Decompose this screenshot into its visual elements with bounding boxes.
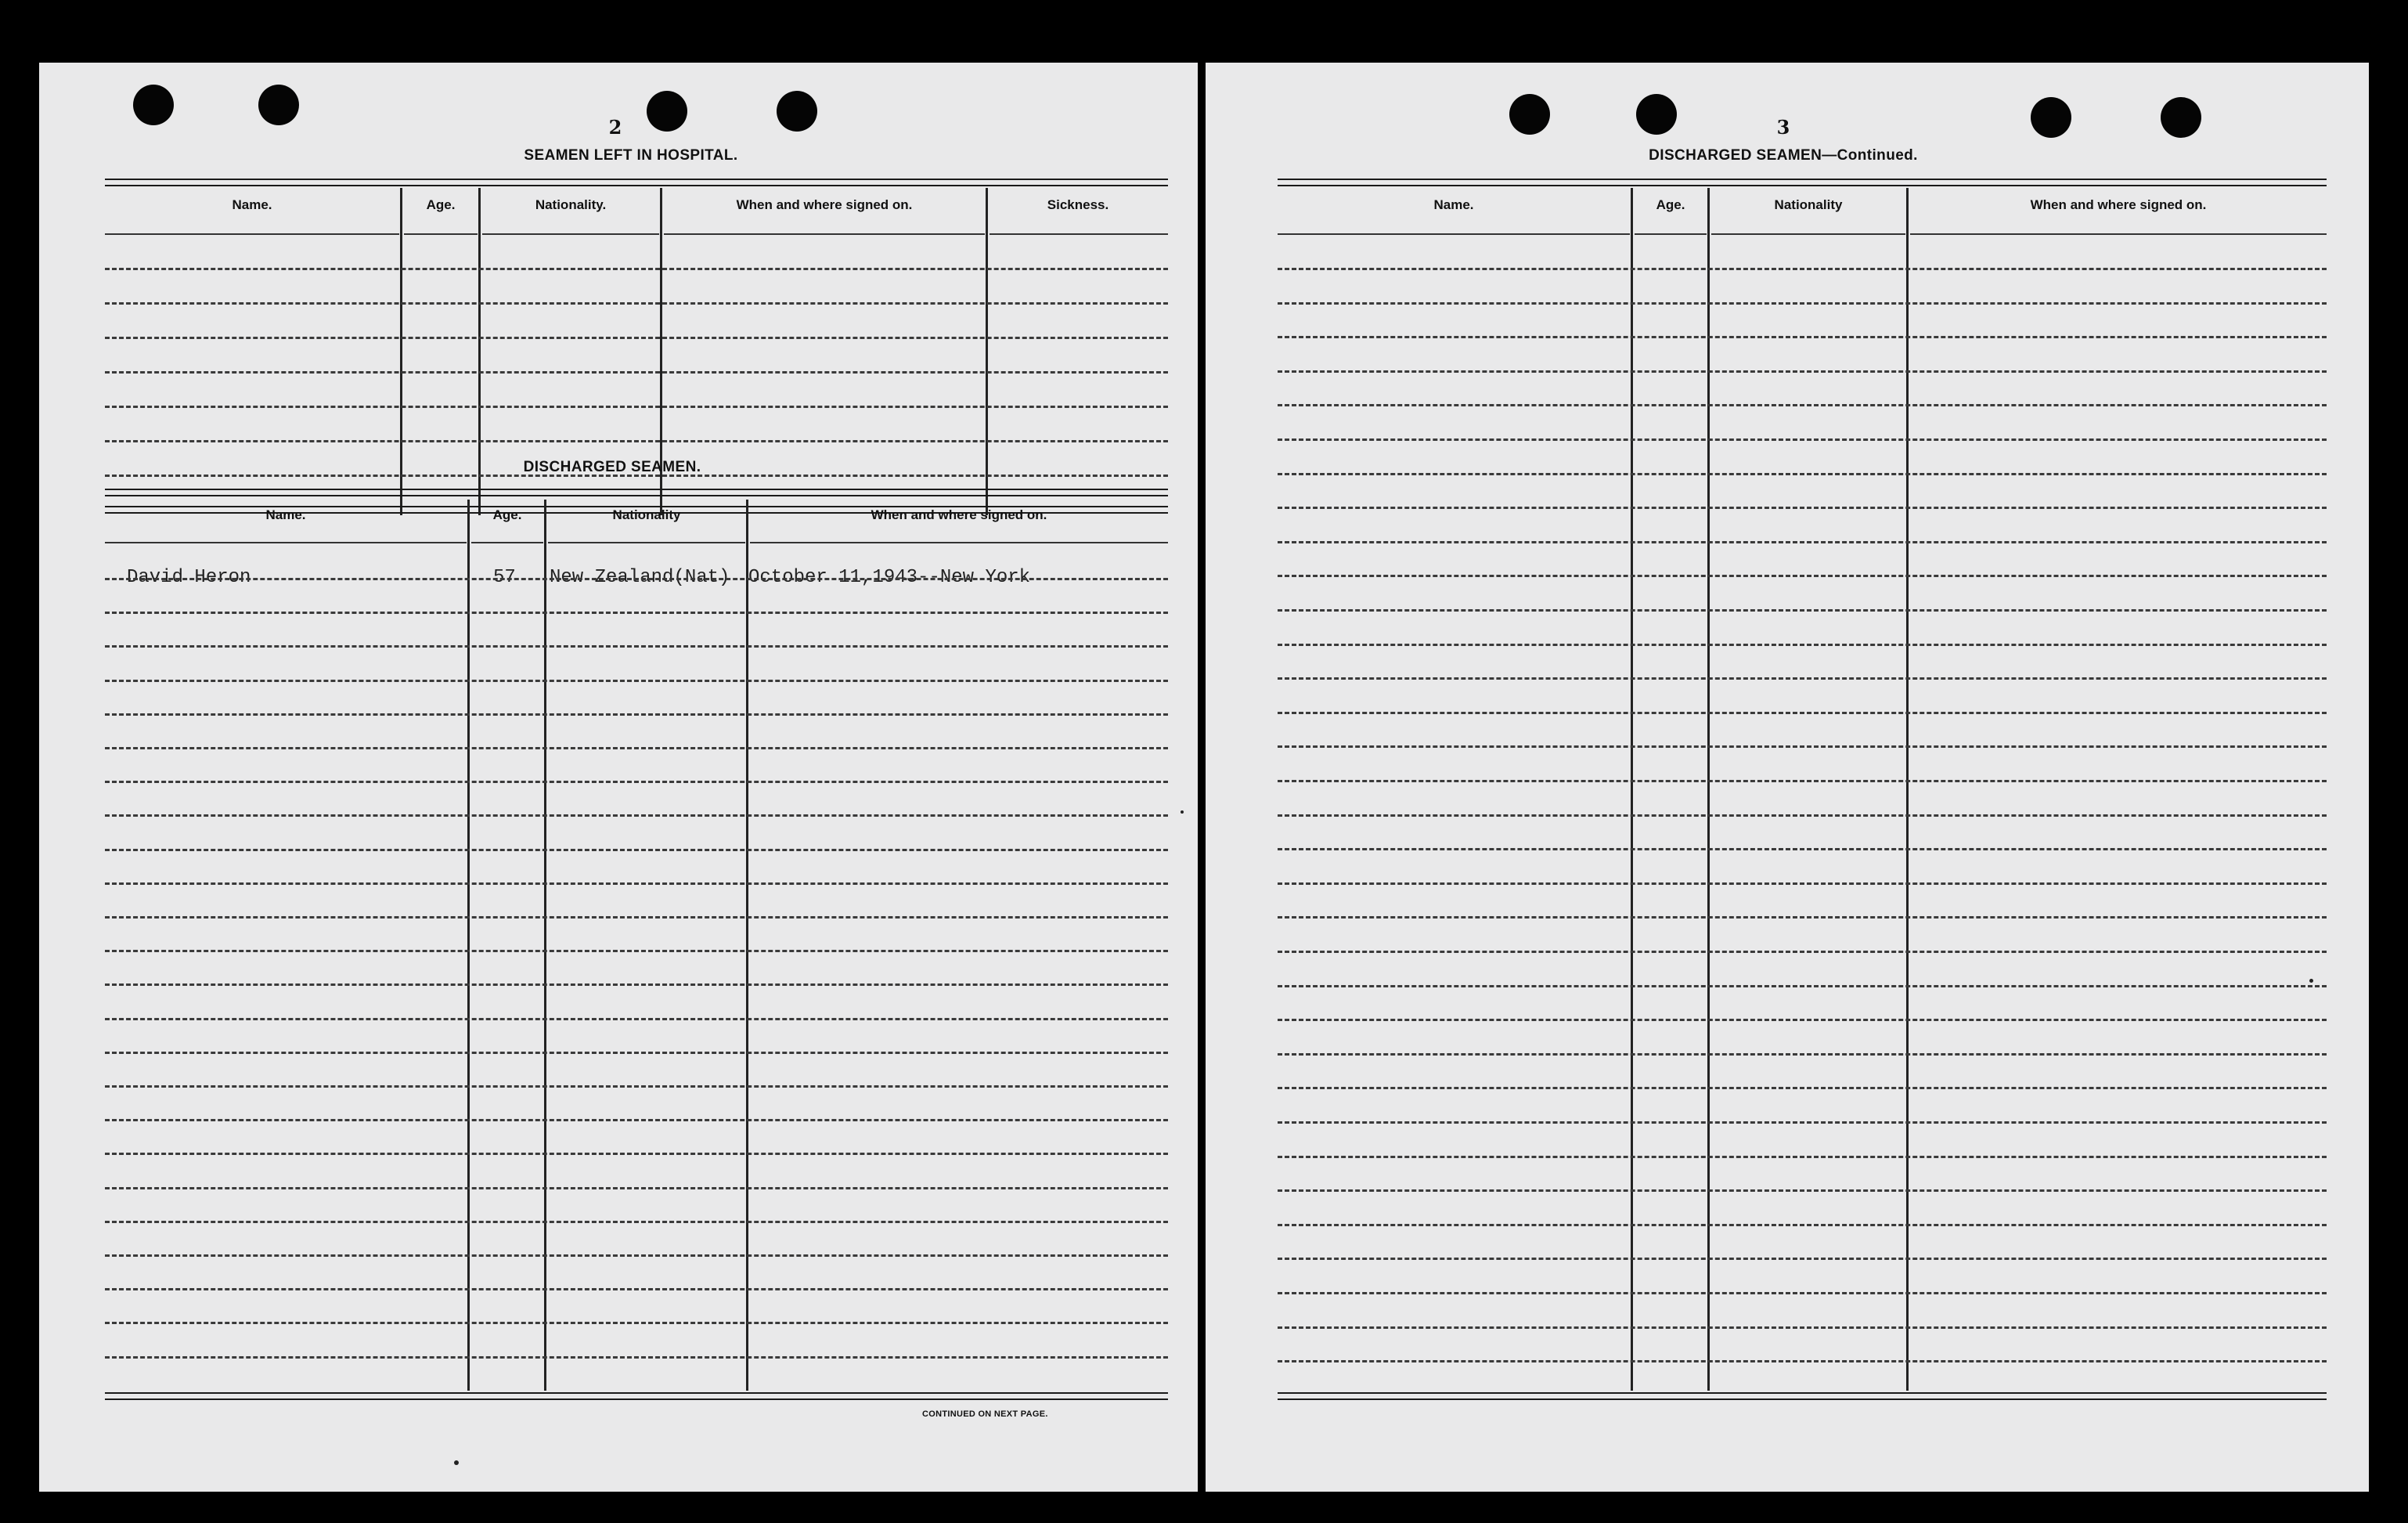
header-underline: [1278, 233, 1630, 235]
column-divider: [467, 500, 470, 1391]
col-header-sickness: Sickness.: [1047, 197, 1109, 212]
entry-line: [1278, 507, 2327, 509]
entry-line: [1278, 1189, 2327, 1192]
entry-line: [1278, 438, 2327, 441]
entry-line: [1278, 745, 2327, 748]
entry-line: [1278, 677, 2327, 680]
punch-hole: [133, 85, 174, 125]
speck: [2309, 979, 2313, 983]
entry-line: [105, 302, 1168, 305]
entry-line: [1278, 575, 2327, 577]
column-divider: [400, 188, 402, 515]
entry-nationality: New Zealand(Nat): [550, 567, 730, 588]
header-underline: [404, 233, 478, 235]
entry-line: [105, 781, 1168, 783]
entry-line: [105, 371, 1168, 374]
entry-line: [105, 950, 1168, 952]
entry-line: [1278, 1360, 2327, 1362]
rule: [105, 185, 1168, 186]
entry-line: [105, 1119, 1168, 1121]
rule: [105, 489, 1168, 490]
right-page: [1206, 63, 2369, 1492]
column-divider: [1631, 188, 1633, 1391]
rule: [105, 495, 1168, 496]
entry-line: [1278, 951, 2327, 953]
entry-line: [1278, 882, 2327, 885]
entry-line: [105, 849, 1168, 851]
column-divider: [544, 500, 546, 1391]
entry-line: [1278, 1224, 2327, 1226]
entry-line: [105, 1018, 1168, 1020]
entry-line: [1278, 644, 2327, 646]
entry-line: [1278, 609, 2327, 612]
entry-line: [105, 1356, 1168, 1359]
entry-line: [1278, 1326, 2327, 1329]
col-header-signed-on: When and where signed on.: [871, 507, 1047, 522]
header-underline: [750, 542, 1168, 543]
entry-line: [1278, 1121, 2327, 1124]
entry-line: [105, 440, 1168, 442]
punch-hole: [777, 91, 817, 132]
entry-line: [1278, 268, 2327, 270]
entry-line: [105, 713, 1168, 716]
entry-line: [105, 1085, 1168, 1088]
column-divider: [986, 188, 988, 515]
entry-line: [1278, 1258, 2327, 1260]
speck: [454, 1460, 459, 1465]
speck: [1181, 810, 1184, 814]
hospital-section-title: SEAMEN LEFT IN HOSPITAL.: [524, 147, 738, 164]
entry-line: [1278, 1292, 2327, 1294]
entry-line: [1278, 1156, 2327, 1158]
rule: [105, 179, 1168, 180]
rule: [105, 1398, 1168, 1400]
entry-line: [1278, 404, 2327, 406]
header-underline: [548, 542, 745, 543]
col-header-signed-on: When and where signed on.: [2030, 197, 2207, 212]
section-title: DISCHARGED SEAMEN—Continued.: [1649, 147, 1918, 164]
header-underline: [664, 233, 985, 235]
header-underline: [105, 542, 467, 543]
col-header-nationality: Nationality: [612, 507, 681, 522]
entry-line: [1278, 1019, 2327, 1021]
col-header-age: Age.: [492, 507, 522, 522]
header-underline: [471, 542, 543, 543]
punch-hole: [2161, 97, 2201, 138]
continued-note: CONTINUED ON NEXT PAGE.: [922, 1409, 1048, 1419]
discharged-section-title: DISCHARGED SEAMEN.: [523, 459, 701, 475]
header-underline: [990, 233, 1168, 235]
entry-name: David Heron: [127, 567, 251, 588]
col-header-name: Name.: [1433, 197, 1474, 212]
entry-line: [105, 1322, 1168, 1324]
entry-line: [105, 406, 1168, 408]
column-divider: [478, 188, 481, 515]
entry-line: [105, 814, 1168, 817]
rule: [1278, 185, 2327, 186]
page-number: 2: [608, 116, 622, 139]
entry-line: [1278, 1053, 2327, 1056]
entry-line: [105, 680, 1168, 682]
col-header-name: Name.: [265, 507, 306, 522]
page-number: 3: [1776, 116, 1790, 139]
entry-line: [105, 1187, 1168, 1189]
punch-hole: [258, 85, 299, 125]
entry-line: [105, 337, 1168, 339]
header-underline: [1711, 233, 1905, 235]
column-divider: [746, 500, 748, 1391]
entry-line: [105, 1288, 1168, 1290]
header-underline: [482, 233, 659, 235]
punch-hole: [1636, 94, 1677, 135]
col-header-nationality: Nationality: [1774, 197, 1843, 212]
rule: [1278, 1392, 2327, 1394]
entry-line: [105, 747, 1168, 749]
entry-line: [105, 1052, 1168, 1054]
entry-line: [1278, 848, 2327, 850]
punch-hole: [2031, 97, 2071, 138]
entry-signed-on: October 11,1943--New York: [748, 567, 1031, 588]
header-underline: [1910, 233, 2327, 235]
punch-hole: [647, 91, 687, 132]
entry-line: [105, 645, 1168, 648]
entry-line: [1278, 473, 2327, 475]
entry-line: [1278, 1087, 2327, 1089]
col-header-name: Name.: [232, 197, 272, 212]
entry-line: [1278, 712, 2327, 714]
entry-line: [1278, 780, 2327, 782]
punch-hole: [1509, 94, 1550, 135]
col-header-age: Age.: [426, 197, 456, 212]
entry-line: [105, 268, 1168, 270]
entry-line: [1278, 541, 2327, 543]
rule: [1278, 1398, 2327, 1400]
entry-line: [105, 916, 1168, 918]
entry-line: [105, 882, 1168, 885]
entry-line: [1278, 985, 2327, 987]
left-page: [39, 63, 1198, 1492]
column-divider: [1707, 188, 1710, 1391]
entry-line: [1278, 814, 2327, 817]
entry-line: [105, 983, 1168, 986]
col-header-signed-on: When and where signed on.: [736, 197, 913, 212]
col-header-age: Age.: [1656, 197, 1685, 212]
col-header-nationality: Nationality.: [535, 197, 607, 212]
entry-line: [1278, 302, 2327, 305]
entry-line: [105, 1254, 1168, 1257]
rule: [105, 1392, 1168, 1394]
entry-line: [105, 1221, 1168, 1223]
rule: [1278, 179, 2327, 180]
entry-line: [1278, 916, 2327, 918]
header-underline: [105, 233, 399, 235]
entry-age: 57: [493, 567, 516, 588]
entry-line: [1278, 336, 2327, 338]
entry-line: [105, 1153, 1168, 1155]
entry-line: [105, 578, 1168, 580]
header-underline: [1635, 233, 1707, 235]
entry-line: [1278, 370, 2327, 373]
entry-line: [105, 612, 1168, 614]
column-divider: [1906, 188, 1909, 1391]
